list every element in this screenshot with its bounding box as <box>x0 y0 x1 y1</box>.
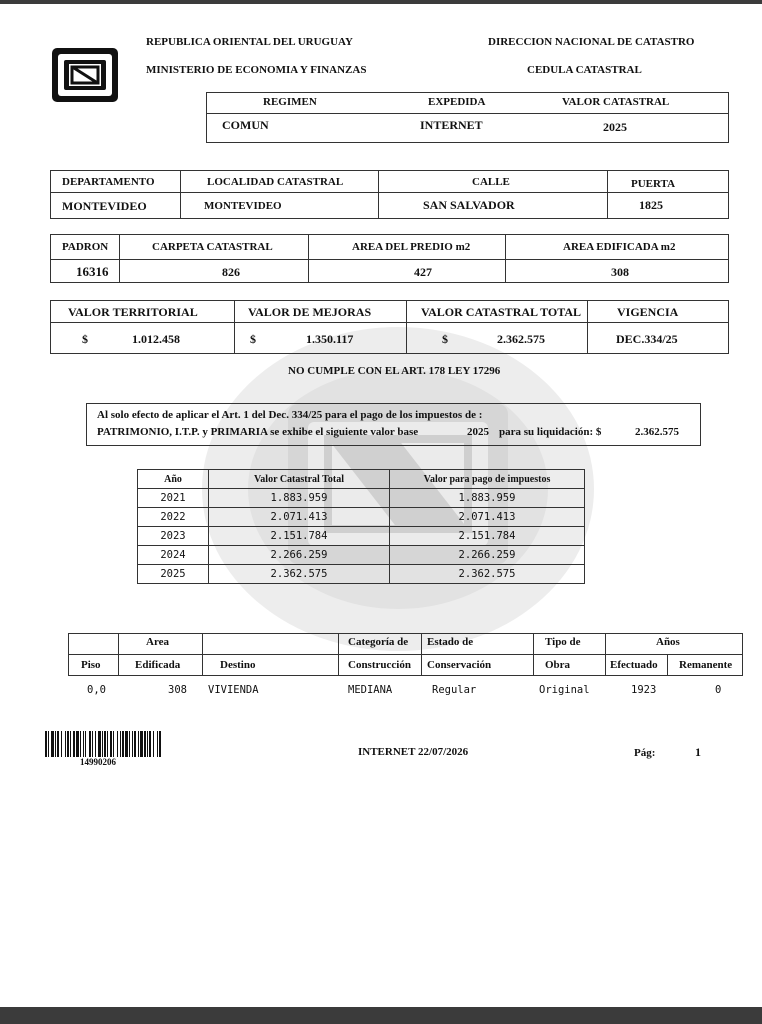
valor-mejoras-label: VALOR DE MEJORAS <box>248 305 372 319</box>
yearly-values-table <box>137 469 585 584</box>
tax-value-cell: 2.266.259 <box>390 546 585 565</box>
table-row <box>138 546 585 565</box>
conservacion-header: Conservación <box>427 659 492 671</box>
header-republic: REPUBLICA ORIENTAL DEL URUGUAY <box>146 36 353 48</box>
currency-symbol: $ <box>442 332 448 346</box>
legal-base-value: 2.362.575 <box>635 426 679 438</box>
table-row <box>138 508 585 527</box>
area-edificada-value: 308 <box>611 265 629 279</box>
barcode-icon <box>45 731 223 757</box>
construccion-value: MEDIANA <box>348 684 393 696</box>
localidad-label: LOCALIDAD CATASTRAL <box>207 176 344 188</box>
valor-catastral-label: VALOR CATASTRAL <box>562 96 670 108</box>
valor-territorial-label: VALOR TERRITORIAL <box>68 305 198 319</box>
puerta-value: 1825 <box>639 198 663 212</box>
page-number: 1 <box>695 745 701 759</box>
barcode-number: 14990206 <box>80 757 116 767</box>
estado-header: Estado de <box>427 636 474 648</box>
edificada-header: Edificada <box>135 659 181 671</box>
padron-value: 16316 <box>76 264 109 279</box>
vigencia-label: VIGENCIA <box>617 305 679 319</box>
legal-line-2: PATRIMONIO, I.T.P. y PRIMARIA se exhibe el siguiente valor base <box>97 426 419 438</box>
tax-value-header: Valor para pago de impuestos <box>390 470 585 489</box>
anos-header: Años <box>656 636 680 648</box>
piso-header: Piso <box>81 659 101 671</box>
expedida-value: INTERNET <box>420 118 483 132</box>
valor-total-label: VALOR CATASTRAL TOTAL <box>421 305 582 319</box>
destino-header: Destino <box>220 659 256 671</box>
total-value-cell: 1.883.959 <box>209 489 390 508</box>
year-cell: 2025 <box>138 565 209 584</box>
construccion-header: Construcción <box>348 659 411 671</box>
tax-value-cell: 2.071.413 <box>390 508 585 527</box>
viewer-bottom-bar <box>0 1007 762 1024</box>
total-value-cell: 2.151.784 <box>209 527 390 546</box>
departamento-value: MONTEVIDEO <box>62 199 147 213</box>
page-label: Pág: <box>634 747 656 759</box>
departamento-label: DEPARTAMENTO <box>62 176 155 188</box>
efectuado-value: 1923 <box>631 684 657 696</box>
year-cell: 2022 <box>138 508 209 527</box>
calle-label: CALLE <box>472 176 510 188</box>
area-edificada-label: AREA EDIFICADA m2 <box>563 241 676 253</box>
tax-value-cell: 2.362.575 <box>390 565 585 584</box>
regimen-value: COMUN <box>222 118 269 132</box>
obra-header: Obra <box>545 659 571 671</box>
year-cell: 2024 <box>138 546 209 565</box>
puerta-label: PUERTA <box>631 178 676 190</box>
destino-value: VIVIENDA <box>208 684 259 696</box>
year-cell: 2023 <box>138 527 209 546</box>
piso-value: 0,0 <box>87 684 106 696</box>
legal-line-1: Al solo efecto de aplicar el Art. 1 del Dec. 334/25 para el pago de los impuestos de : <box>97 409 483 421</box>
categoria-header: Categoría de <box>348 636 409 648</box>
table-row <box>138 527 585 546</box>
expedida-label: EXPEDIDA <box>428 96 486 108</box>
currency-symbol: $ <box>82 332 88 346</box>
year-cell: 2021 <box>138 489 209 508</box>
header-ministry: MINISTERIO DE ECONOMIA Y FINANZAS <box>146 64 367 76</box>
obra-value: Original <box>539 684 590 696</box>
valor-territorial-value: 1.012.458 <box>132 332 180 346</box>
tipo-header: Tipo de <box>545 636 581 648</box>
table-row <box>138 565 585 584</box>
calle-value: SAN SALVADOR <box>423 198 515 212</box>
currency-symbol: $ <box>250 332 256 346</box>
remanente-value: 0 <box>715 684 722 696</box>
valor-mejoras-value: 1.350.117 <box>306 332 354 346</box>
table-header-row <box>138 470 585 489</box>
document-title: CEDULA CATASTRAL <box>527 64 642 76</box>
total-value-cell: 2.266.259 <box>209 546 390 565</box>
vigencia-value: DEC.334/25 <box>616 332 678 346</box>
total-value-header: Valor Catastral Total <box>209 470 390 489</box>
total-value-cell: 2.362.575 <box>209 565 390 584</box>
area-predio-value: 427 <box>414 265 432 279</box>
tax-value-cell: 2.151.784 <box>390 527 585 546</box>
table-row <box>138 489 585 508</box>
compliance-notice: NO CUMPLE CON EL ART. 178 LEY 17296 <box>288 365 501 377</box>
padron-label: PADRON <box>62 241 109 253</box>
year-header: Año <box>138 470 209 489</box>
carpeta-label: CARPETA CATASTRAL <box>152 241 273 253</box>
efectuado-header: Efectuado <box>610 659 658 671</box>
carpeta-value: 826 <box>222 265 240 279</box>
total-value-cell: 2.071.413 <box>209 508 390 527</box>
area-predio-label: AREA DEL PREDIO m2 <box>352 241 471 253</box>
legal-liquidation-label: para su liquidación: $ <box>499 426 602 438</box>
valor-catastral-year: 2025 <box>603 120 627 134</box>
catastro-logo-icon <box>50 46 122 104</box>
area-header: Area <box>146 636 170 648</box>
legal-year: 2025 <box>467 426 489 438</box>
remanente-header: Remanente <box>679 659 733 671</box>
document-page <box>0 4 762 1007</box>
issued-stamp: INTERNET 22/07/2026 <box>358 746 469 758</box>
valor-total-value: 2.362.575 <box>497 332 545 346</box>
conservacion-value: Regular <box>432 684 477 696</box>
tax-value-cell: 1.883.959 <box>390 489 585 508</box>
edificada-value: 308 <box>168 684 187 696</box>
localidad-value: MONTEVIDEO <box>204 200 282 212</box>
header-direction: DIRECCION NACIONAL DE CATASTRO <box>488 36 695 48</box>
regimen-label: REGIMEN <box>263 96 317 108</box>
